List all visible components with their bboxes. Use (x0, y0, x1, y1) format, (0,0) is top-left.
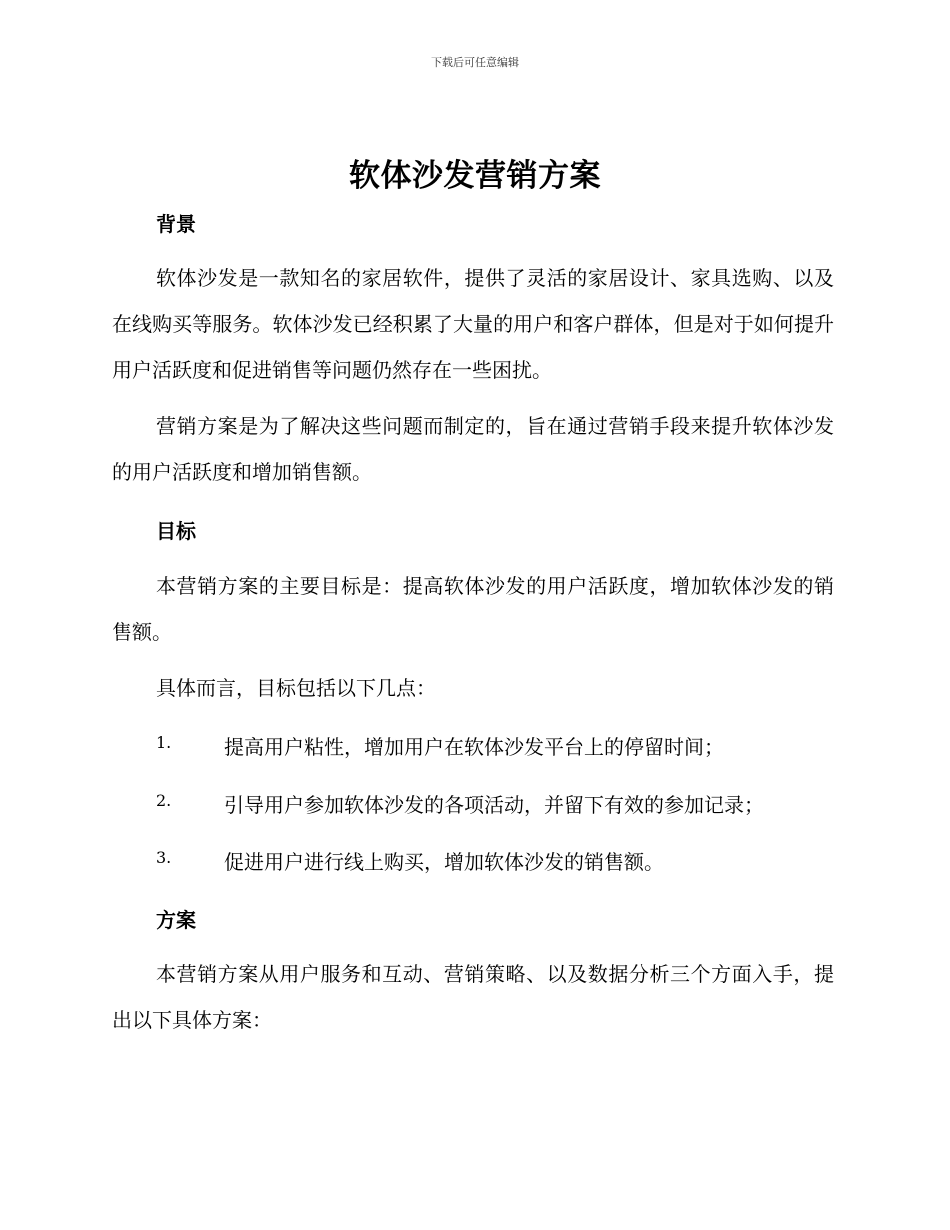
plan-paragraph-1: 本营销方案从用户服务和互动、营销策略、以及数据分析三个方面入手，提出以下具体方案： (112, 962, 834, 1032)
goals-paragraph-2: 具体而言，目标包括以下几点： (156, 676, 436, 700)
goals-paragraph-1: 本营销方案的主要目标是：提高软体沙发的用户活跃度，增加软体沙发的销售额。 (112, 574, 834, 644)
background-paragraph-1: 软体沙发是一款知名的家居软件，提供了灵活的家居设计、家具选购、以及在线购买等服务。软体沙发已经积累了大量的用户和客户群体，但是对于如何提升用户活跃度和促进销售等问题仍然存在一些困扰。 (112, 266, 834, 382)
background-paragraph-2: 营销方案是为了解决这些问题而制定的，旨在通过营销手段来提升软体沙发的用户活跃度和增加销售额。 (112, 414, 834, 484)
document-title: 软体沙发营销方案 (349, 158, 601, 194)
header-note: 下载后可任意编辑 (431, 56, 519, 69)
list-item-text: 引导用户参加软体沙发的各项活动，并留下有效的参加记录； (224, 793, 764, 817)
list-item (156, 789, 836, 819)
section-heading-background: 背景 (156, 212, 196, 236)
list-item-number: 2. (156, 791, 172, 810)
list-item-number: 3. (156, 848, 172, 867)
section-heading-plan: 方案 (156, 908, 196, 932)
list-item-number: 1. (156, 733, 172, 752)
list-item (156, 846, 836, 876)
list-item-text: 提高用户粘性，增加用户在软体沙发平台上的停留时间； (224, 735, 724, 759)
section-heading-goals: 目标 (156, 519, 196, 543)
list-item-text: 促进用户进行线上购买，增加软体沙发的销售额。 (224, 850, 664, 874)
list-item (156, 731, 836, 761)
